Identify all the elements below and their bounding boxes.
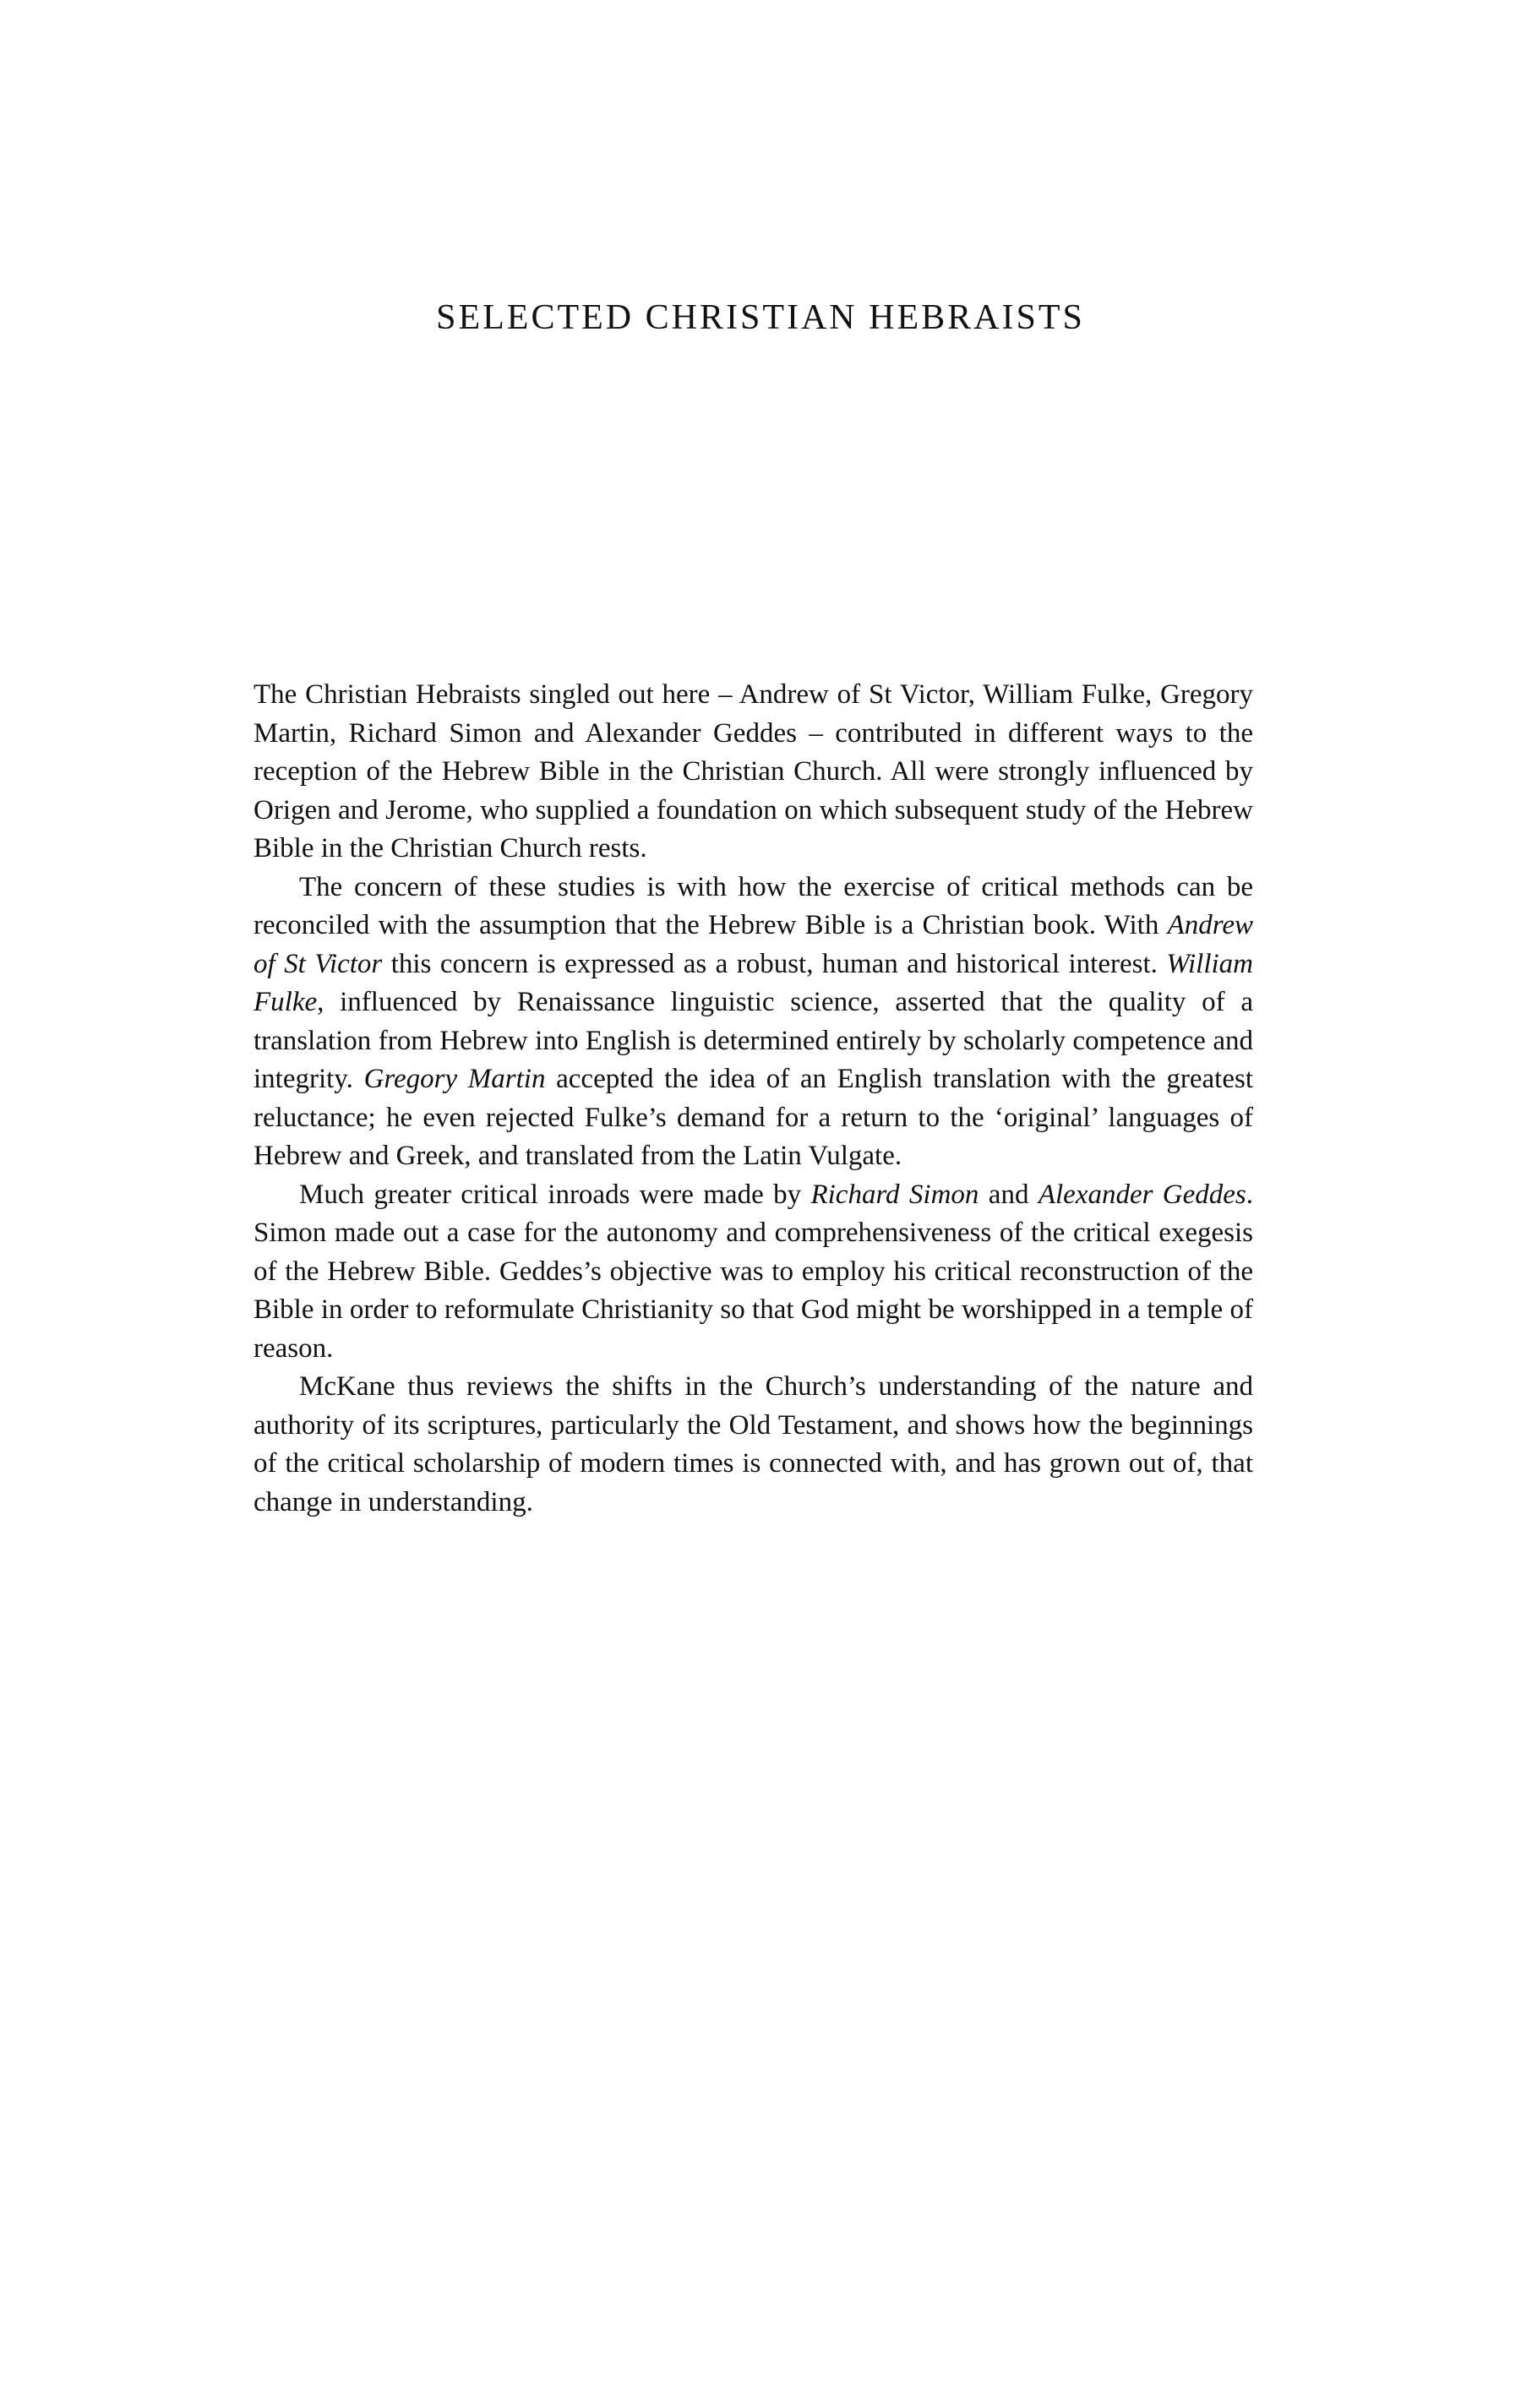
italic-name: Alexander Geddes bbox=[1038, 1179, 1246, 1210]
paragraph-intro bbox=[254, 676, 1253, 869]
paragraph-text: and bbox=[979, 1179, 1039, 1210]
paragraph-text: McKane thus reviews the shifts in the Church’s understanding of the nature and authority of its scriptures, particularly the Old Testament, and shows how the beginnings of the critical scholarship of modern times is connected with, and has grown out of, that change in understanding. bbox=[254, 1371, 1253, 1517]
paragraph-inroads bbox=[254, 1176, 1253, 1369]
page-title: SELECTED CHRISTIAN HEBRAISTS bbox=[436, 298, 1085, 337]
italic-name: Gregory Martin bbox=[363, 1064, 546, 1094]
paragraph-text: The concern of these studies is with how the exercise of critical methods can be reconciled with the assumption that the Hebrew Bible is a Christian book. With bbox=[254, 871, 1253, 940]
paragraph-concern bbox=[254, 869, 1253, 1176]
italic-name: William Fulke bbox=[254, 948, 1254, 1017]
italic-name: Andrew of St Victor bbox=[254, 910, 1253, 979]
paragraph-text: this concern is expressed as a robust, human and historical interest. bbox=[382, 948, 1167, 979]
paragraph-text: accepted the idea of an English translation with the greatest reluctance; he even rejected Fulke’s demand for a return to the ‘original’ languages of Hebrew and Greek, and translated from the Latin Vulgate. bbox=[254, 1064, 1254, 1171]
italic-name: Richard Simon bbox=[810, 1179, 979, 1210]
paragraph-text: The Christian Hebraists singled out here – Andrew of St Victor, William Fulke, Gregory Martin, Richard Simon and Alexander Geddes – contributed in different ways to the reception of the Hebrew Bible in the Christian Church. All were strongly influenced by Origen and Jerome, who supplied a foundation on which subsequent study of the Hebrew Bible in the Christian Church rests. bbox=[254, 679, 1253, 864]
paragraph-text: , influenced by Renaissance linguistic science, asserted that the quality of a translation from Hebrew into English is determined entirely by scholarly competence and integrity. bbox=[254, 987, 1253, 1094]
paragraph-text: Much greater critical inroads were made by bbox=[299, 1179, 811, 1210]
paragraph-text: . Simon made out a case for the autonomy and comprehensiveness of the critical exegesis of the Hebrew Bible. Geddes’s objective was to employ his critical reconstruction of the Bible in order to reformulate Christianity so that God might be worshipped in a temple of reason. bbox=[254, 1179, 1254, 1364]
paragraph-summary bbox=[254, 1368, 1253, 1522]
body-text bbox=[254, 676, 1253, 1522]
